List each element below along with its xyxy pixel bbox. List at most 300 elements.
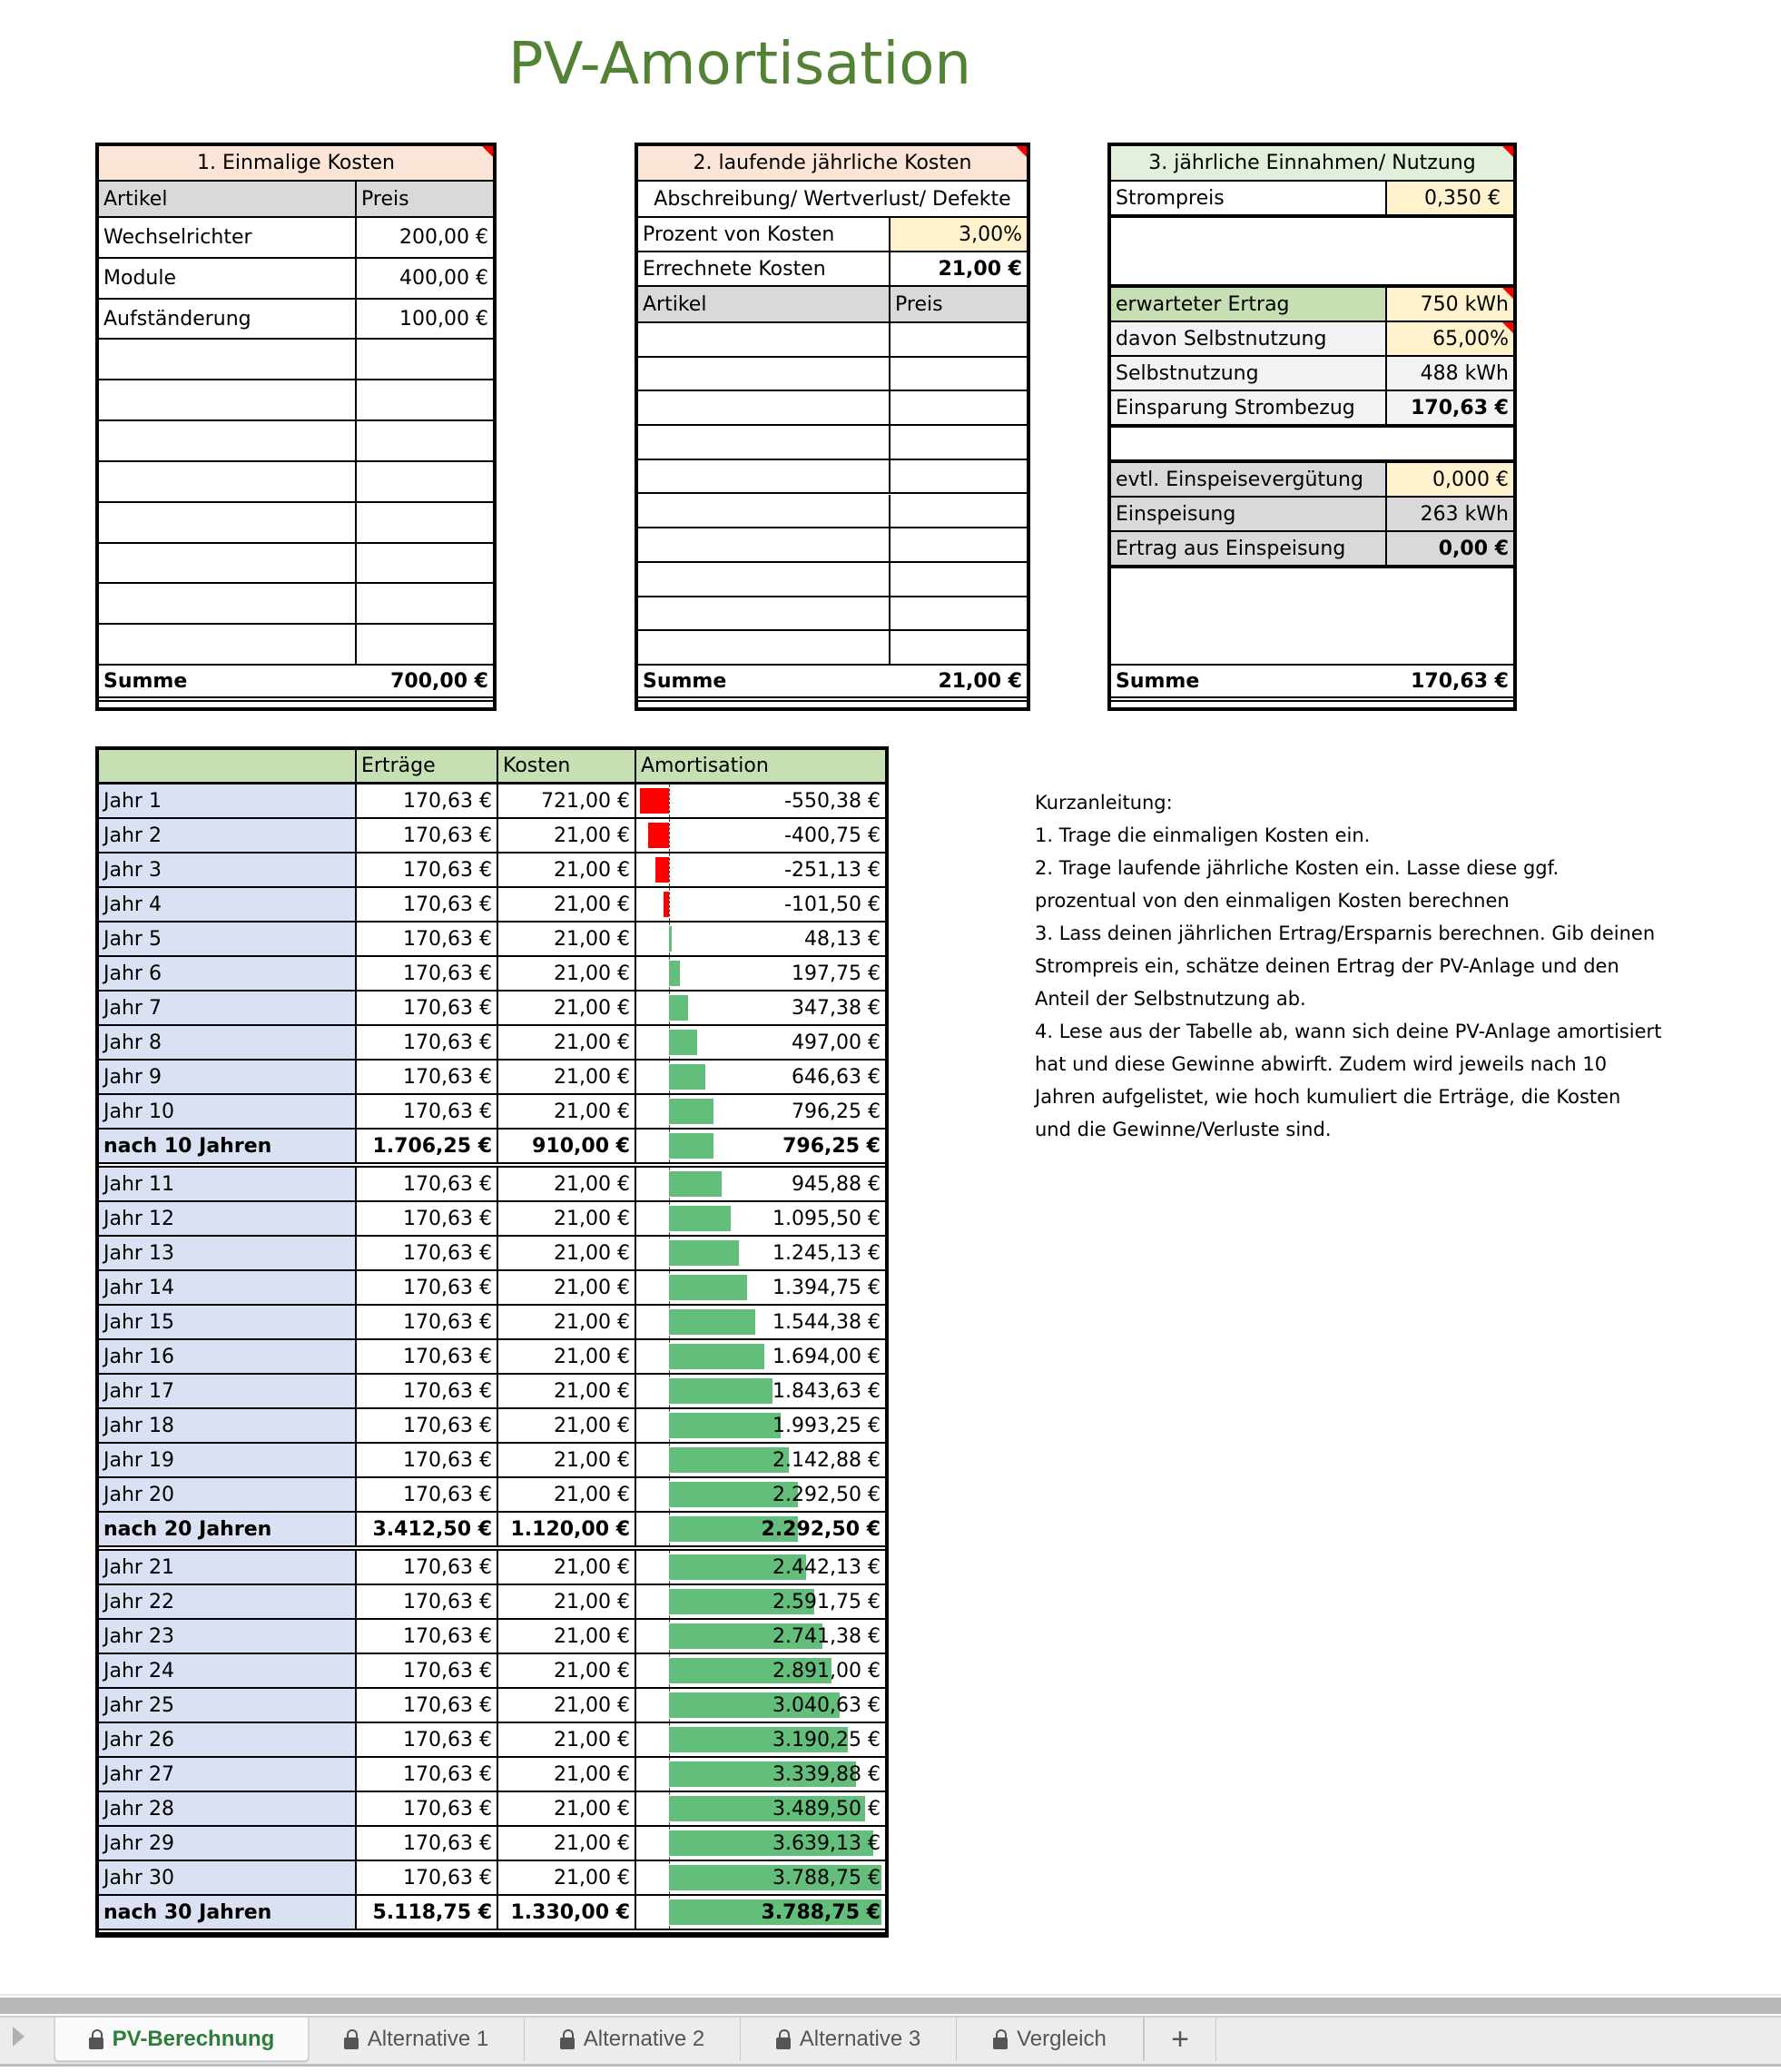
ertraege-cell[interactable]: 170,63 € bbox=[357, 957, 498, 990]
ertrag-label[interactable]: erwarteter Ertrag bbox=[1111, 288, 1387, 321]
item-price-cell[interactable]: 100,00 € bbox=[399, 307, 488, 331]
amortisation-cell[interactable] bbox=[636, 888, 885, 921]
total-row bbox=[99, 1513, 885, 1551]
table2-subheader-row bbox=[638, 182, 1027, 218]
ertraege-cell[interactable]: 170,63 € bbox=[357, 1654, 498, 1687]
ertraege-cell[interactable]: 5.118,75 € bbox=[357, 1896, 498, 1929]
year-row bbox=[99, 1723, 885, 1758]
kosten-cell[interactable]: 21,00 € bbox=[498, 1827, 636, 1860]
comment-indicator-icon[interactable] bbox=[1016, 146, 1027, 157]
ertraege-cell[interactable]: 170,63 € bbox=[357, 1061, 498, 1093]
item-price-cell[interactable] bbox=[357, 340, 493, 379]
kosten-cell[interactable]: 21,00 € bbox=[498, 1689, 636, 1722]
item-name-cell[interactable] bbox=[638, 460, 890, 493]
ertraege-cell[interactable]: 170,63 € bbox=[357, 1375, 498, 1407]
bar-zero-axis bbox=[669, 819, 670, 852]
amortisation-cell[interactable] bbox=[636, 784, 885, 817]
einspeisung-value[interactable]: 263 kWh bbox=[1387, 498, 1513, 530]
table1-sum-label[interactable]: Summe bbox=[103, 669, 188, 693]
bar-zero-axis bbox=[669, 853, 670, 886]
amortisation-value: 1.245,13 € bbox=[772, 1241, 881, 1265]
item-price-cell[interactable] bbox=[357, 503, 493, 542]
year-row bbox=[99, 1551, 885, 1585]
kosten-cell[interactable]: 21,00 € bbox=[498, 1306, 636, 1338]
ertraege-cell[interactable]: 170,63 € bbox=[357, 923, 498, 955]
selbst-label[interactable]: Selbstnutzung bbox=[1111, 357, 1387, 390]
col-header-blank[interactable] bbox=[99, 750, 357, 782]
item-name-cell[interactable] bbox=[99, 544, 357, 583]
year-row bbox=[99, 1061, 885, 1095]
item-price-cell[interactable]: 200,00 € bbox=[399, 225, 488, 249]
comment-indicator-icon[interactable] bbox=[482, 146, 493, 157]
row-label[interactable]: Jahr 5 bbox=[99, 923, 357, 955]
table1-item-row bbox=[99, 340, 493, 380]
item-name-cell[interactable]: Module bbox=[99, 259, 357, 298]
amortisation-cell[interactable] bbox=[636, 1896, 885, 1929]
bar-zero-axis bbox=[669, 888, 670, 921]
amortisation-cell[interactable] bbox=[636, 923, 885, 955]
amortisation-cell[interactable] bbox=[636, 819, 885, 852]
sheet-tab-alternative-2[interactable] bbox=[525, 2018, 741, 2061]
ertraege-cell[interactable]: 170,63 € bbox=[357, 1585, 498, 1618]
kosten-cell[interactable]: 21,00 € bbox=[498, 1409, 636, 1442]
ertraege-cell[interactable]: 170,63 € bbox=[357, 819, 498, 852]
ertraege-cell[interactable]: 170,63 € bbox=[357, 1792, 498, 1825]
item-price-cell[interactable] bbox=[890, 391, 1027, 424]
sheet-tab-pv-berechnung[interactable] bbox=[54, 2018, 309, 2061]
row-label[interactable]: Jahr 23 bbox=[99, 1620, 357, 1653]
amortisation-bar-positive bbox=[669, 1206, 731, 1231]
year-row bbox=[99, 1340, 885, 1375]
row-label[interactable]: Jahr 8 bbox=[99, 1026, 357, 1059]
amortisation-cell[interactable] bbox=[636, 1375, 885, 1407]
col-header-amortisation[interactable]: Amortisation bbox=[641, 755, 769, 777]
kosten-cell[interactable]: 21,00 € bbox=[498, 853, 636, 886]
comment-indicator-icon[interactable] bbox=[1502, 322, 1513, 333]
item-price-cell[interactable]: 400,00 € bbox=[399, 266, 488, 290]
table3-sum-label[interactable]: Summe bbox=[1116, 669, 1200, 693]
instruction-line: hat und diese Gewinne abwirft. Zudem wird jeweils nach 10 bbox=[1035, 1053, 1608, 1075]
kosten-cell[interactable]: 21,00 € bbox=[498, 992, 636, 1024]
amortisation-bar-negative bbox=[648, 823, 669, 848]
item-price-cell[interactable] bbox=[357, 380, 493, 419]
ertrag-value: 750 kWh bbox=[1420, 292, 1509, 316]
ertraege-cell[interactable]: 170,63 € bbox=[357, 1026, 498, 1059]
item-price-cell[interactable] bbox=[890, 528, 1027, 561]
table3-spacer bbox=[1111, 218, 1513, 288]
comment-indicator-icon[interactable] bbox=[1502, 146, 1513, 157]
amortisation-value: -101,50 € bbox=[784, 893, 881, 916]
item-name-cell[interactable] bbox=[638, 358, 890, 390]
amortisation-cell[interactable] bbox=[636, 1861, 885, 1894]
table3-header-row bbox=[1111, 146, 1513, 182]
einsparung-label[interactable]: Einsparung Strombezug bbox=[1111, 391, 1387, 424]
ertraege-cell[interactable]: 170,63 € bbox=[357, 853, 498, 886]
item-price-cell[interactable] bbox=[357, 584, 493, 623]
horizontal-scrollbar[interactable] bbox=[0, 1998, 1781, 2014]
verguetung-input[interactable]: 0,000 € bbox=[1387, 463, 1513, 496]
amortisation-cell[interactable] bbox=[636, 1792, 885, 1825]
ertraege-cell[interactable]: 170,63 € bbox=[357, 1551, 498, 1584]
row-label[interactable]: nach 20 Jahren bbox=[99, 1513, 357, 1545]
year-row bbox=[99, 888, 885, 923]
amortisation-cell[interactable] bbox=[636, 1409, 885, 1442]
row-label[interactable]: Jahr 30 bbox=[99, 1861, 357, 1894]
year-row bbox=[99, 1202, 885, 1237]
table-running-costs bbox=[635, 143, 1030, 711]
year-row bbox=[99, 1585, 885, 1620]
item-price-cell[interactable] bbox=[357, 462, 493, 501]
amortisation-value: 2.442,13 € bbox=[772, 1555, 881, 1579]
sheet-tab-label: Alternative 3 bbox=[799, 2027, 921, 2051]
amortisation-bar-positive bbox=[669, 1378, 772, 1404]
table1-item-row bbox=[99, 462, 493, 503]
item-name-cell[interactable]: Wechselrichter bbox=[99, 218, 357, 257]
kosten-cell[interactable]: 21,00 € bbox=[498, 923, 636, 955]
row-label[interactable]: Jahr 29 bbox=[99, 1827, 357, 1860]
sheet-tab-vergleich[interactable] bbox=[957, 2018, 1144, 2061]
kosten-cell[interactable]: 21,00 € bbox=[498, 1551, 636, 1584]
kosten-cell[interactable]: 21,00 € bbox=[498, 1654, 636, 1687]
kosten-cell[interactable]: 21,00 € bbox=[498, 1061, 636, 1093]
kosten-cell[interactable]: 1.330,00 € bbox=[498, 1896, 636, 1929]
amortisation-cell[interactable] bbox=[636, 1585, 885, 1618]
row-label[interactable]: Jahr 10 bbox=[99, 1095, 357, 1128]
amortisation-cell[interactable] bbox=[636, 1689, 885, 1722]
row-label[interactable]: Jahr 4 bbox=[99, 888, 357, 921]
ertraege-cell[interactable]: 170,63 € bbox=[357, 992, 498, 1024]
table1-col-article[interactable]: Artikel bbox=[99, 182, 357, 216]
kosten-cell[interactable]: 21,00 € bbox=[498, 1168, 636, 1200]
ertraege-cell[interactable]: 170,63 € bbox=[357, 1168, 498, 1200]
sheet-tab-bar bbox=[0, 2016, 1781, 2067]
amortisation-value: -550,38 € bbox=[784, 789, 881, 813]
table2-computed-label[interactable]: Errechnete Kosten bbox=[638, 252, 890, 285]
item-name-cell[interactable] bbox=[638, 528, 890, 561]
item-price-cell[interactable] bbox=[890, 631, 1027, 664]
row-label[interactable]: nach 10 Jahren bbox=[99, 1130, 357, 1162]
item-name-cell[interactable] bbox=[638, 426, 890, 459]
row-label[interactable]: Jahr 11 bbox=[99, 1168, 357, 1200]
row-label[interactable]: Jahr 22 bbox=[99, 1585, 357, 1618]
ertrag-einsp-value[interactable]: 0,00 € bbox=[1387, 532, 1513, 565]
ertraege-cell[interactable]: 170,63 € bbox=[357, 1861, 498, 1894]
table3-strompreis-row bbox=[1111, 182, 1513, 218]
ertrag-input[interactable] bbox=[1387, 288, 1513, 321]
amortisation-cell[interactable] bbox=[636, 1513, 885, 1545]
amortisation-cell[interactable] bbox=[636, 1340, 885, 1373]
kosten-cell[interactable]: 21,00 € bbox=[498, 1758, 636, 1791]
amortisation-cell[interactable] bbox=[636, 957, 885, 990]
instruction-line: Strompreis ein, schätze deinen Ertrag der PV-Anlage und den bbox=[1035, 955, 1619, 977]
table2-computed-row bbox=[638, 252, 1027, 287]
item-name-cell[interactable] bbox=[99, 380, 357, 419]
instruction-line: und die Gewinne/Verluste sind. bbox=[1035, 1119, 1332, 1140]
amortisation-cell[interactable] bbox=[636, 1237, 885, 1269]
amortisation-cell[interactable] bbox=[636, 1095, 885, 1128]
amortisation-cell[interactable] bbox=[636, 1271, 885, 1304]
row-label[interactable]: Jahr 12 bbox=[99, 1202, 357, 1235]
amortisation-cell[interactable] bbox=[636, 853, 885, 886]
kosten-cell[interactable]: 21,00 € bbox=[498, 1095, 636, 1128]
year-row bbox=[99, 1168, 885, 1202]
item-name-cell[interactable] bbox=[99, 503, 357, 542]
table2-sum-value[interactable]: 21,00 € bbox=[938, 669, 1022, 693]
amortisation-cell[interactable] bbox=[636, 1478, 885, 1511]
item-name-cell[interactable] bbox=[99, 340, 357, 379]
lock-icon bbox=[344, 2029, 359, 2049]
kosten-cell[interactable]: 21,00 € bbox=[498, 1340, 636, 1373]
kosten-cell[interactable]: 21,00 € bbox=[498, 957, 636, 990]
selbst-value[interactable]: 488 kWh bbox=[1387, 357, 1513, 390]
einspeisung-label[interactable]: Einspeisung bbox=[1111, 498, 1387, 530]
amortisation-cell[interactable] bbox=[636, 1026, 885, 1059]
sheet-tab-label: PV-Berechnung bbox=[112, 2026, 275, 2051]
strompreis-input[interactable]: 0,350 € bbox=[1387, 182, 1513, 214]
amortisation-cell[interactable] bbox=[636, 992, 885, 1024]
table1-item-row bbox=[99, 503, 493, 544]
item-price-cell[interactable] bbox=[890, 323, 1027, 356]
row-label[interactable]: Jahr 19 bbox=[99, 1444, 357, 1476]
ertraege-cell[interactable]: 170,63 € bbox=[357, 1340, 498, 1373]
row-label[interactable]: Jahr 15 bbox=[99, 1306, 357, 1338]
amortisation-value: 3.489,50 € bbox=[772, 1797, 881, 1820]
ertraege-cell[interactable]: 170,63 € bbox=[357, 1237, 498, 1269]
amortisation-bar-positive bbox=[669, 1030, 697, 1055]
year-row bbox=[99, 1478, 885, 1513]
amortisation-cell[interactable] bbox=[636, 1723, 885, 1756]
amortisation-cell[interactable] bbox=[636, 1306, 885, 1338]
table2-item-row bbox=[638, 460, 1027, 495]
kosten-cell[interactable]: 21,00 € bbox=[498, 1585, 636, 1618]
ertraege-cell[interactable]: 170,63 € bbox=[357, 1095, 498, 1128]
row-label[interactable]: Jahr 16 bbox=[99, 1340, 357, 1373]
row-label[interactable]: Jahr 17 bbox=[99, 1375, 357, 1407]
amortisation-cell[interactable] bbox=[636, 1061, 885, 1093]
kosten-cell[interactable]: 1.120,00 € bbox=[498, 1513, 636, 1545]
table3-spacer-3 bbox=[1111, 568, 1513, 666]
kosten-cell[interactable]: 21,00 € bbox=[498, 1861, 636, 1894]
row-label[interactable]: Jahr 24 bbox=[99, 1654, 357, 1687]
ertraege-cell[interactable]: 170,63 € bbox=[357, 1444, 498, 1476]
table2-col-price[interactable]: Preis bbox=[895, 292, 943, 316]
ertraege-cell[interactable]: 170,63 € bbox=[357, 1306, 498, 1338]
row-label[interactable]: nach 30 Jahren bbox=[99, 1896, 357, 1929]
table2-percent-label[interactable]: Prozent von Kosten bbox=[638, 218, 890, 251]
amortisation-value: 3.339,88 € bbox=[772, 1762, 881, 1786]
table3-sum-row bbox=[1111, 666, 1513, 702]
einsparung-value[interactable]: 170,63 € bbox=[1387, 391, 1513, 424]
kosten-cell[interactable]: 721,00 € bbox=[498, 784, 636, 817]
amortisation-bar-negative bbox=[640, 788, 669, 814]
scroll-tabs-arrow-icon[interactable] bbox=[13, 2027, 25, 2047]
item-name-cell[interactable] bbox=[99, 625, 357, 664]
item-price-cell[interactable] bbox=[357, 421, 493, 460]
amortisation-value: 3.040,63 € bbox=[772, 1693, 881, 1717]
ertraege-cell[interactable]: 170,63 € bbox=[357, 888, 498, 921]
ertraege-cell[interactable]: 170,63 € bbox=[357, 784, 498, 817]
amortisation-cell[interactable] bbox=[636, 1130, 885, 1162]
ertraege-cell[interactable]: 170,63 € bbox=[357, 1723, 498, 1756]
add-sheet-button[interactable]: + bbox=[1144, 2018, 1216, 2061]
verguetung-label[interactable]: evtl. Einspeisevergütung bbox=[1111, 463, 1387, 496]
row-label[interactable]: Jahr 7 bbox=[99, 992, 357, 1024]
amortisation-value: -251,13 € bbox=[784, 858, 881, 882]
item-name-cell[interactable]: Aufständerung bbox=[99, 300, 357, 339]
row-label[interactable]: Jahr 6 bbox=[99, 957, 357, 990]
item-price-cell[interactable] bbox=[357, 544, 493, 583]
table1-item-row bbox=[99, 218, 493, 259]
ertrag-einsp-label[interactable]: Ertrag aus Einspeisung bbox=[1111, 532, 1387, 565]
kosten-cell[interactable]: 21,00 € bbox=[498, 1237, 636, 1269]
row-label[interactable]: Jahr 27 bbox=[99, 1758, 357, 1791]
amortisation-cell[interactable] bbox=[636, 1551, 885, 1584]
year-row bbox=[99, 992, 885, 1026]
row-label[interactable]: Jahr 26 bbox=[99, 1723, 357, 1756]
table2-computed-value[interactable]: 21,00 € bbox=[938, 257, 1022, 281]
ertraege-cell[interactable]: 170,63 € bbox=[357, 1271, 498, 1304]
year-row bbox=[99, 1792, 885, 1827]
amortisation-cell[interactable] bbox=[636, 1654, 885, 1687]
amortisation-bar-positive bbox=[669, 1447, 789, 1473]
kosten-cell[interactable]: 21,00 € bbox=[498, 888, 636, 921]
year-row bbox=[99, 1271, 885, 1306]
amortisation-cell[interactable] bbox=[636, 1827, 885, 1860]
item-price-cell[interactable] bbox=[357, 625, 493, 664]
item-price-cell[interactable] bbox=[890, 460, 1027, 493]
amortisation-value: 2.292,50 € bbox=[772, 1483, 881, 1506]
table2-sum-row bbox=[638, 666, 1027, 702]
ertraege-cell[interactable]: 170,63 € bbox=[357, 1689, 498, 1722]
table2-item-row bbox=[638, 323, 1027, 358]
sheet-tab-alternative-3[interactable] bbox=[741, 2018, 957, 2061]
item-name-cell[interactable] bbox=[99, 421, 357, 460]
row-label[interactable]: Jahr 1 bbox=[99, 784, 357, 817]
kosten-cell[interactable]: 21,00 € bbox=[498, 1792, 636, 1825]
amortisation-value: 1.544,38 € bbox=[772, 1310, 881, 1334]
kosten-cell[interactable]: 21,00 € bbox=[498, 1478, 636, 1511]
kosten-cell[interactable]: 21,00 € bbox=[498, 1444, 636, 1476]
sheet-tab-alternative-1[interactable] bbox=[309, 2018, 525, 2061]
table2-item-row bbox=[638, 358, 1027, 392]
kosten-cell[interactable]: 21,00 € bbox=[498, 819, 636, 852]
row-label[interactable]: Jahr 21 bbox=[99, 1551, 357, 1584]
ertraege-cell[interactable]: 170,63 € bbox=[357, 1478, 498, 1511]
ertraege-cell[interactable]: 3.412,50 € bbox=[357, 1513, 498, 1545]
ertraege-cell[interactable]: 170,63 € bbox=[357, 1827, 498, 1860]
kosten-cell[interactable]: 21,00 € bbox=[498, 1271, 636, 1304]
table1-col-price[interactable]: Preis bbox=[361, 187, 409, 211]
table2-item-row bbox=[638, 528, 1027, 563]
row-label[interactable]: Jahr 18 bbox=[99, 1409, 357, 1442]
item-name-cell[interactable] bbox=[638, 631, 890, 664]
item-name-cell[interactable] bbox=[638, 563, 890, 596]
amortisation-cell[interactable] bbox=[636, 1620, 885, 1653]
kosten-cell[interactable]: 910,00 € bbox=[498, 1130, 636, 1162]
table2-sum-label[interactable]: Summe bbox=[643, 669, 727, 693]
table1-header-row bbox=[99, 146, 493, 182]
amortisation-cell[interactable] bbox=[636, 1202, 885, 1235]
ertraege-cell[interactable]: 170,63 € bbox=[357, 1409, 498, 1442]
table2-percent-input[interactable]: 3,00% bbox=[890, 218, 1027, 251]
row-label[interactable]: Jahr 25 bbox=[99, 1689, 357, 1722]
table1-sum-value[interactable]: 700,00 € bbox=[390, 669, 488, 693]
item-price-cell[interactable] bbox=[890, 426, 1027, 459]
amortisation-value: 3.788,75 € bbox=[761, 1900, 881, 1924]
kosten-cell[interactable]: 21,00 € bbox=[498, 1202, 636, 1235]
amortisation-value: 1.694,00 € bbox=[772, 1345, 881, 1368]
amortisation-bar-positive bbox=[669, 1275, 747, 1300]
table2-subheader[interactable]: Abschreibung/ Wertverlust/ Defekte bbox=[654, 187, 1011, 211]
item-name-cell[interactable] bbox=[638, 391, 890, 424]
table1-header[interactable]: 1. Einmalige Kosten bbox=[197, 152, 395, 174]
col-header-kosten[interactable]: Kosten bbox=[498, 750, 636, 782]
table2-header[interactable]: 2. laufende jährliche Kosten bbox=[693, 152, 972, 174]
item-name-cell[interactable] bbox=[638, 323, 890, 356]
row-label[interactable]: Jahr 9 bbox=[99, 1061, 357, 1093]
lock-icon bbox=[993, 2029, 1008, 2049]
item-price-cell[interactable] bbox=[890, 495, 1027, 528]
ertraege-cell[interactable]: 170,63 € bbox=[357, 1620, 498, 1653]
item-price-cell[interactable] bbox=[890, 597, 1027, 630]
row-label[interactable]: Jahr 20 bbox=[99, 1478, 357, 1511]
table1-item-row bbox=[99, 625, 493, 666]
comment-indicator-icon[interactable] bbox=[1502, 288, 1513, 299]
amortisation-cell[interactable] bbox=[636, 1758, 885, 1791]
item-name-cell[interactable] bbox=[638, 597, 890, 630]
table3-selbst-anteil-row bbox=[1111, 322, 1513, 357]
amortisation-value: 2.741,38 € bbox=[772, 1624, 881, 1648]
table3-header[interactable]: 3. jährliche Einnahmen/ Nutzung bbox=[1148, 152, 1476, 174]
ertraege-cell[interactable]: 170,63 € bbox=[357, 1758, 498, 1791]
amortisation-value: 1.095,50 € bbox=[772, 1207, 881, 1230]
row-label[interactable]: Jahr 3 bbox=[99, 853, 357, 886]
year-row bbox=[99, 819, 885, 853]
row-label[interactable]: Jahr 14 bbox=[99, 1271, 357, 1304]
col-header-ertraege[interactable]: Erträge bbox=[357, 750, 498, 782]
ertraege-cell[interactable]: 1.706,25 € bbox=[357, 1130, 498, 1162]
kosten-cell[interactable]: 21,00 € bbox=[498, 1026, 636, 1059]
row-label[interactable]: Jahr 28 bbox=[99, 1792, 357, 1825]
selbst-anteil-label[interactable]: davon Selbstnutzung bbox=[1111, 322, 1387, 355]
item-name-cell[interactable] bbox=[638, 495, 890, 528]
item-price-cell[interactable] bbox=[890, 563, 1027, 596]
year-row bbox=[99, 1026, 885, 1061]
total-row bbox=[99, 1130, 885, 1168]
row-label[interactable]: Jahr 2 bbox=[99, 819, 357, 852]
kosten-cell[interactable]: 21,00 € bbox=[498, 1620, 636, 1653]
table3-sum-value[interactable]: 170,63 € bbox=[1411, 669, 1509, 693]
kosten-cell[interactable]: 21,00 € bbox=[498, 1375, 636, 1407]
item-name-cell[interactable] bbox=[99, 584, 357, 623]
table3-verguetung-row bbox=[1111, 463, 1513, 498]
kosten-cell[interactable]: 21,00 € bbox=[498, 1723, 636, 1756]
amortisation-cell[interactable] bbox=[636, 1444, 885, 1476]
amortisation-value: 2.142,88 € bbox=[772, 1448, 881, 1472]
amortisation-cell[interactable] bbox=[636, 1168, 885, 1200]
item-price-cell[interactable] bbox=[890, 358, 1027, 390]
table2-col-article[interactable]: Artikel bbox=[638, 287, 890, 321]
table2-item-row bbox=[638, 391, 1027, 426]
ertraege-cell[interactable]: 170,63 € bbox=[357, 1202, 498, 1235]
row-label[interactable]: Jahr 13 bbox=[99, 1237, 357, 1269]
strompreis-label[interactable]: Strompreis bbox=[1111, 182, 1387, 214]
year-row bbox=[99, 957, 885, 992]
amortisation-value: -400,75 € bbox=[784, 824, 881, 847]
selbst-anteil-input[interactable] bbox=[1387, 322, 1513, 355]
table3-ertrag-row bbox=[1111, 288, 1513, 322]
item-name-cell[interactable] bbox=[99, 462, 357, 501]
